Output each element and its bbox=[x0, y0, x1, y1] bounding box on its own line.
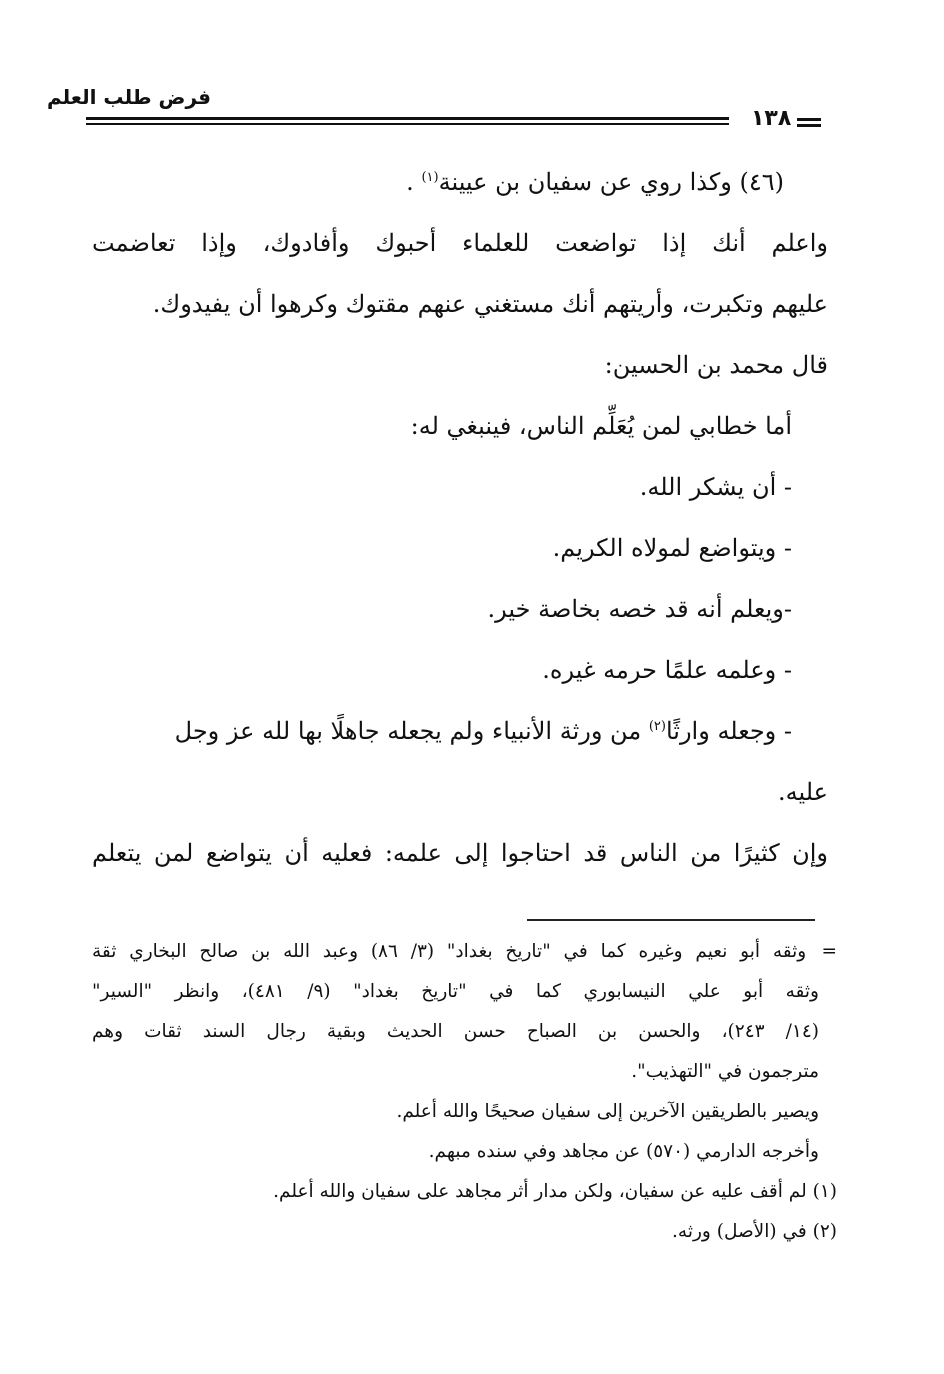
text-line-end: . bbox=[406, 168, 422, 196]
text-line: قال محمد بن الحسين: bbox=[604, 351, 828, 379]
list-item: - ويتواضع لمولاه الكريم. bbox=[552, 534, 792, 562]
footnote-2: (٢) في (الأصل) ورثه. bbox=[672, 1221, 837, 1242]
header-rule bbox=[86, 117, 729, 120]
text-line bbox=[92, 152, 828, 213]
list-item: - أن يشكر الله. bbox=[639, 473, 792, 501]
header-rule bbox=[86, 123, 729, 125]
text-line: أما خطابي لمن يُعَلِّم الناس، فينبغي له: bbox=[410, 412, 792, 440]
text-line-content: - وجعله وارثًا bbox=[665, 717, 792, 745]
list-item bbox=[92, 701, 828, 762]
footnotes bbox=[92, 932, 837, 1252]
text-line: وإن كثيرًا من الناس قد احتاجوا إلى علمه: فعليه أن يتواضع لمن يتعلم bbox=[92, 839, 828, 867]
footnote-1: (١) لم أقف عليه عن سفيان، ولكن مدار أثر مجاهد على سفيان والله أعلم. bbox=[273, 1181, 837, 1202]
footnote-separator bbox=[527, 919, 815, 921]
footnote-line: ويصير بالطريقين الآخرين إلى سفيان صحيحًا والله أعلم. bbox=[396, 1101, 819, 1122]
footnote-ref: (١) bbox=[421, 170, 439, 185]
text-line: عليه. bbox=[777, 778, 828, 806]
footnote-text: وثقه أبو نعيم وغيره كما في "تاريخ بغداد" (٣/ ٨٦) وعبد الله بن صالح البخاري ثقة bbox=[92, 941, 807, 962]
text-line-content: (٤٦) وكذا روي عن سفيان بن عيينة bbox=[438, 168, 784, 196]
footnote-ref: (٢) bbox=[648, 719, 666, 734]
page-number-dash bbox=[797, 118, 821, 121]
continuation-marker: = bbox=[821, 941, 837, 962]
running-header-title: فرض طلب العلم bbox=[46, 85, 211, 109]
text-line-content: من ورثة الأنبياء ولم يجعله جاهلًا بها لله عز وجل bbox=[174, 717, 642, 745]
main-text bbox=[92, 152, 828, 884]
list-item: -ويعلم أنه قد خصه بخاصة خير. bbox=[487, 595, 792, 623]
text-line: عليهم وتكبرت، وأريتهم أنك مستغني عنهم مقتوك وكرهوا أن يفيدوك. bbox=[152, 290, 828, 318]
page-number-dash bbox=[797, 124, 821, 127]
footnote-line: وأخرجه الدارمي (٥٧٠) عن مجاهد وفي سنده مبهم. bbox=[428, 1141, 819, 1162]
footnote-line: وثقه أبو علي النيسابوري كما في "تاريخ بغداد" (٩/ ٤٨١)، وانظر "السير" bbox=[92, 981, 819, 1002]
footnote-line: مترجمون في "التهذيب". bbox=[631, 1061, 819, 1082]
footnote-line bbox=[92, 932, 837, 972]
text-line: واعلم أنك إذا تواضعت للعلماء أحبوك وأفادوك، وإذا تعاضمت bbox=[92, 229, 828, 257]
page-number: ١٣٨ bbox=[751, 106, 792, 131]
list-item: - وعلمه علمًا حرمه غيره. bbox=[542, 656, 792, 684]
footnote-line: (١٤/ ٢٤٣)، والحسن بن الصباح حسن الحديث وبقية رجال السند ثقات وهم bbox=[92, 1021, 819, 1042]
